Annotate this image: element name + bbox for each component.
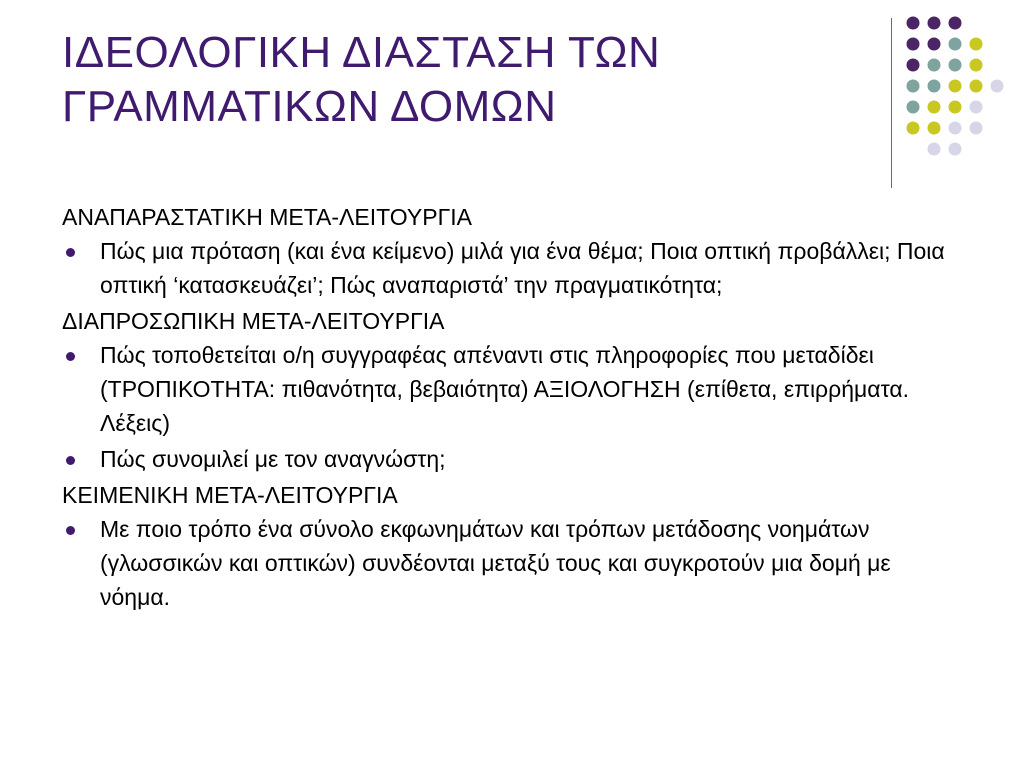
decorative-dot-grid — [905, 15, 1015, 165]
decorative-dot — [949, 59, 962, 72]
decorative-dot — [970, 59, 983, 72]
bullet-dot-icon — [66, 248, 75, 257]
decorative-dot — [907, 59, 920, 72]
section-heading: ΚΕΙΜΕΝΙΚΗ ΜΕΤΑ-ΛΕΙΤΟΥΡΓΙΑ — [62, 482, 398, 508]
bullet-item — [62, 512, 962, 614]
bullet-text: Πώς τοποθετείται ο/η συγγραφέας απέναντι στις πληροφορίες που μεταδίδει (ΤΡΟΠΙΚΟΤΗΤΑ: πιθανότητα, βεβαιότητα) ΑΞΙΟΛΟΓΗΣΗ (επίθετα, επιρρήματα. Λέξεις) — [100, 342, 910, 436]
decorative-dot — [949, 122, 962, 135]
decorative-dot — [907, 101, 920, 114]
title-line-1: ΙΔΕΟΛΟΓΙΚΗ ΔΙΑΣΤΑΣΗ ΤΩΝ — [62, 28, 661, 77]
section-heading: ΔΙΑΠΡΟΣΩΠΙΚΗ ΜΕΤΑ-ΛΕΙΤΟΥΡΓΙΑ — [62, 308, 445, 334]
decorative-dot — [928, 122, 941, 135]
decorative-dot — [949, 101, 962, 114]
decorative-dot — [928, 38, 941, 51]
slide-title — [62, 26, 862, 134]
section-heading: ΑΝΑΠΑΡΑΣΤΑΤΙΚΗ ΜΕΤΑ-ΛΕΙΤΟΥΡΓΙΑ — [62, 204, 472, 230]
section-textual — [62, 478, 962, 614]
bullet-dot-icon — [66, 456, 75, 465]
decorative-dot — [928, 17, 941, 30]
decorative-dot — [949, 38, 962, 51]
decorative-dot — [928, 143, 941, 156]
decorative-dot — [928, 59, 941, 72]
decorative-dot — [991, 80, 1004, 93]
decorative-dot — [907, 122, 920, 135]
title-line-2: ΓΡΑΜΜΑΤΙΚΩΝ ΔΟΜΩΝ — [62, 82, 557, 131]
bullet-text: Πώς μια πρόταση (και ένα κείμενο) μιλά για ένα θέμα; Ποια οπτική προβάλλει; Ποια οπτική ‘κατασκευάζει’; Πώς αναπαριστά’ την πραγματικότητα; — [100, 238, 945, 298]
bullet-item — [62, 442, 962, 476]
divider-line — [891, 18, 892, 188]
decorative-dot — [949, 80, 962, 93]
bullet-dot-icon — [66, 352, 75, 361]
bullet-dot-icon — [66, 526, 75, 535]
bullet-item — [62, 234, 962, 302]
decorative-dot — [970, 101, 983, 114]
decorative-dot — [970, 122, 983, 135]
bullet-text: Πώς συνομιλεί με τον αναγνώστη; — [100, 446, 446, 472]
decorative-dot — [907, 80, 920, 93]
bullet-text: Με ποιο τρόπο ένα σύνολο εκφωνημάτων και τρόπων μετάδοσης νοημάτων (γλωσσικών και οπτικών) συνδέονται μεταξύ τους και συγκροτούν μια δομή με νόημα. — [100, 516, 891, 610]
section-representational — [62, 200, 962, 302]
bullet-item — [62, 338, 962, 440]
decorative-dot — [970, 38, 983, 51]
section-interpersonal — [62, 304, 962, 476]
decorative-dot — [949, 143, 962, 156]
decorative-dot — [949, 17, 962, 30]
decorative-dot — [928, 101, 941, 114]
decorative-dot — [907, 38, 920, 51]
decorative-dot — [928, 80, 941, 93]
decorative-dot — [907, 17, 920, 30]
decorative-dot — [970, 80, 983, 93]
slide-body — [62, 200, 962, 616]
